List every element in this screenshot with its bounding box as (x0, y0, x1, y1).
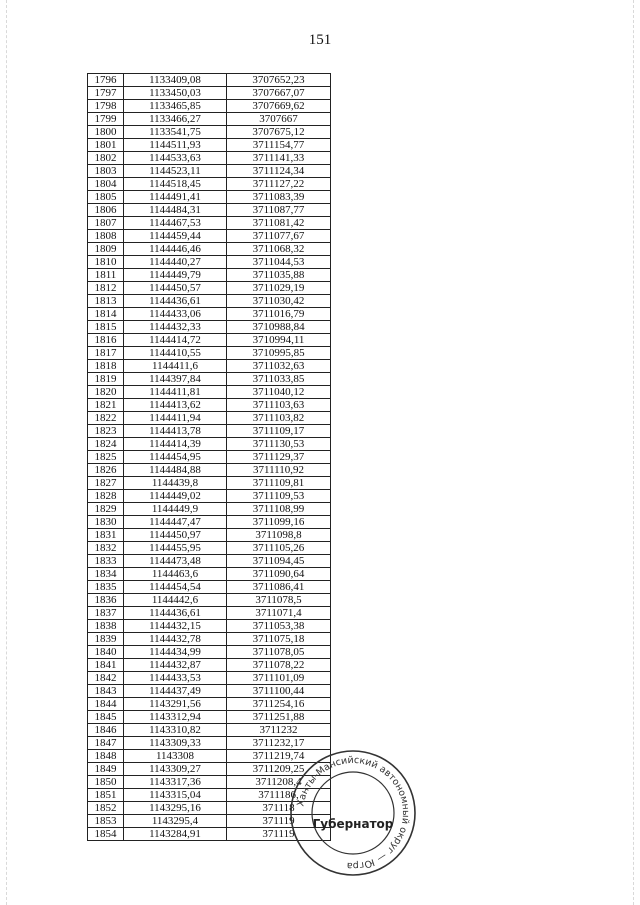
table-row (88, 685, 331, 698)
y-coordinate-cell: 3710988,84 (227, 321, 331, 334)
point-number-cell: 1823 (88, 425, 124, 438)
table-row (88, 555, 331, 568)
table-row (88, 516, 331, 529)
x-coordinate-cell: 1144414,39 (124, 438, 227, 451)
point-number-cell: 1853 (88, 815, 124, 828)
point-number-cell: 1830 (88, 516, 124, 529)
table-row (88, 568, 331, 581)
point-number-cell: 1825 (88, 451, 124, 464)
table-row (88, 620, 331, 633)
table-row (88, 711, 331, 724)
point-number-cell: 1846 (88, 724, 124, 737)
x-coordinate-cell: 1143315,04 (124, 789, 227, 802)
y-coordinate-cell: 3711035,88 (227, 269, 331, 282)
x-coordinate-cell: 1133541,75 (124, 126, 227, 139)
point-number-cell: 1804 (88, 178, 124, 191)
y-coordinate-cell: 3710995,85 (227, 347, 331, 360)
point-number-cell: 1833 (88, 555, 124, 568)
x-coordinate-cell: 1144410,55 (124, 347, 227, 360)
y-coordinate-cell: 3711030,42 (227, 295, 331, 308)
point-number-cell: 1822 (88, 412, 124, 425)
table-row (88, 243, 331, 256)
y-coordinate-cell: 3711209,25 (227, 763, 331, 776)
x-coordinate-cell: 1144449,02 (124, 490, 227, 503)
seal-inner-ring (312, 772, 394, 854)
point-number-cell: 1805 (88, 191, 124, 204)
x-coordinate-cell: 1144446,46 (124, 243, 227, 256)
point-number-cell: 1841 (88, 659, 124, 672)
table-row (88, 308, 331, 321)
page-edge-right (633, 0, 634, 905)
y-coordinate-cell: 3711016,79 (227, 308, 331, 321)
y-coordinate-cell: 3711078,22 (227, 659, 331, 672)
point-number-cell: 1826 (88, 464, 124, 477)
x-coordinate-cell: 1144432,15 (124, 620, 227, 633)
table-row (88, 529, 331, 542)
x-coordinate-cell: 1144432,78 (124, 633, 227, 646)
x-coordinate-cell: 1144454,54 (124, 581, 227, 594)
x-coordinate-cell: 1143309,33 (124, 737, 227, 750)
point-number-cell: 1844 (88, 698, 124, 711)
table-row (88, 646, 331, 659)
x-coordinate-cell: 1144533,63 (124, 152, 227, 165)
x-coordinate-cell: 1144432,33 (124, 321, 227, 334)
point-number-cell: 1818 (88, 360, 124, 373)
table-row (88, 126, 331, 139)
point-number-cell: 1836 (88, 594, 124, 607)
x-coordinate-cell: 1144439,8 (124, 477, 227, 490)
seal-ring-text: Ханты-Мансийский автономный округ — Югра (295, 754, 412, 872)
point-number-cell: 1849 (88, 763, 124, 776)
table-row (88, 295, 331, 308)
table-row (88, 256, 331, 269)
table-row (88, 581, 331, 594)
seal-outer-ring (291, 751, 415, 875)
x-coordinate-cell: 1144411,81 (124, 386, 227, 399)
x-coordinate-cell: 1144433,06 (124, 308, 227, 321)
y-coordinate-cell: 3707675,12 (227, 126, 331, 139)
x-coordinate-cell: 1144434,99 (124, 646, 227, 659)
x-coordinate-cell: 1144414,72 (124, 334, 227, 347)
y-coordinate-cell: 3711075,18 (227, 633, 331, 646)
point-number-cell: 1843 (88, 685, 124, 698)
y-coordinate-cell: 3711108,99 (227, 503, 331, 516)
point-number-cell: 1828 (88, 490, 124, 503)
x-coordinate-cell: 1143291,56 (124, 698, 227, 711)
y-coordinate-cell: 3707667,07 (227, 87, 331, 100)
x-coordinate-cell: 1144413,62 (124, 399, 227, 412)
x-coordinate-cell: 1144484,88 (124, 464, 227, 477)
table-row (88, 139, 331, 152)
page-number: 151 (308, 32, 332, 48)
x-coordinate-cell: 1133465,85 (124, 100, 227, 113)
x-coordinate-cell: 1143309,27 (124, 763, 227, 776)
x-coordinate-cell: 1144467,53 (124, 217, 227, 230)
point-number-cell: 1796 (88, 74, 124, 87)
x-coordinate-cell: 1133466,27 (124, 113, 227, 126)
point-number-cell: 1840 (88, 646, 124, 659)
table-row (88, 698, 331, 711)
y-coordinate-cell: 3711109,81 (227, 477, 331, 490)
seal-center-text: Губернатор (312, 817, 394, 831)
x-coordinate-cell: 1144447,47 (124, 516, 227, 529)
y-coordinate-cell: 371119 (227, 815, 331, 828)
table-row (88, 165, 331, 178)
page-edge-left (6, 0, 7, 905)
x-coordinate-cell: 1144432,87 (124, 659, 227, 672)
y-coordinate-cell: 3711109,53 (227, 490, 331, 503)
x-coordinate-cell: 1144450,97 (124, 529, 227, 542)
point-number-cell: 1838 (88, 620, 124, 633)
seal-graphic (288, 748, 418, 878)
y-coordinate-cell: 3711254,16 (227, 698, 331, 711)
point-number-cell: 1839 (88, 633, 124, 646)
y-coordinate-cell: 3711129,37 (227, 451, 331, 464)
y-coordinate-cell: 3711098,8 (227, 529, 331, 542)
table-row (88, 87, 331, 100)
x-coordinate-cell: 1144440,27 (124, 256, 227, 269)
point-number-cell: 1812 (88, 282, 124, 295)
table-row (88, 152, 331, 165)
table-row (88, 724, 331, 737)
y-coordinate-cell: 3711251,88 (227, 711, 331, 724)
x-coordinate-cell: 1144436,61 (124, 607, 227, 620)
point-number-cell: 1837 (88, 607, 124, 620)
coordinates-table-body (88, 74, 331, 841)
table-row (88, 230, 331, 243)
y-coordinate-cell: 3711044,53 (227, 256, 331, 269)
x-coordinate-cell: 1143295,4 (124, 815, 227, 828)
x-coordinate-cell: 1144518,45 (124, 178, 227, 191)
point-number-cell: 1819 (88, 373, 124, 386)
table-row (88, 347, 331, 360)
table-row (88, 464, 331, 477)
table-row (88, 321, 331, 334)
official-seal-stamp (288, 748, 418, 878)
table-row (88, 113, 331, 126)
y-coordinate-cell: 3711103,63 (227, 399, 331, 412)
y-coordinate-cell: 371118 (227, 802, 331, 815)
y-coordinate-cell: 3711090,64 (227, 568, 331, 581)
coordinates-table (87, 73, 331, 841)
x-coordinate-cell: 1144523,11 (124, 165, 227, 178)
point-number-cell: 1798 (88, 100, 124, 113)
table-row (88, 425, 331, 438)
y-coordinate-cell: 3711232 (227, 724, 331, 737)
y-coordinate-cell: 3711124,34 (227, 165, 331, 178)
y-coordinate-cell: 3711105,26 (227, 542, 331, 555)
y-coordinate-cell: 3711094,45 (227, 555, 331, 568)
table-row (88, 659, 331, 672)
x-coordinate-cell: 1133409,08 (124, 74, 227, 87)
point-number-cell: 1799 (88, 113, 124, 126)
y-coordinate-cell: 3710994,11 (227, 334, 331, 347)
y-coordinate-cell: 3711053,38 (227, 620, 331, 633)
table-row (88, 269, 331, 282)
y-coordinate-cell: 3711127,22 (227, 178, 331, 191)
y-coordinate-cell: 3711219,74 (227, 750, 331, 763)
point-number-cell: 1845 (88, 711, 124, 724)
point-number-cell: 1834 (88, 568, 124, 581)
x-coordinate-cell: 1144454,95 (124, 451, 227, 464)
table-row (88, 477, 331, 490)
table-row (88, 204, 331, 217)
x-coordinate-cell: 1143317,36 (124, 776, 227, 789)
y-coordinate-cell: 3711099,16 (227, 516, 331, 529)
y-coordinate-cell: 3711029,19 (227, 282, 331, 295)
table-row (88, 633, 331, 646)
y-coordinate-cell: 3711154,77 (227, 139, 331, 152)
x-coordinate-cell: 1143310,82 (124, 724, 227, 737)
table-row (88, 282, 331, 295)
point-number-cell: 1854 (88, 828, 124, 841)
table-row (88, 490, 331, 503)
x-coordinate-cell: 1144473,48 (124, 555, 227, 568)
x-coordinate-cell: 1144450,57 (124, 282, 227, 295)
point-number-cell: 1832 (88, 542, 124, 555)
point-number-cell: 1809 (88, 243, 124, 256)
table-row (88, 360, 331, 373)
table-row (88, 373, 331, 386)
y-coordinate-cell: 3711130,53 (227, 438, 331, 451)
point-number-cell: 1820 (88, 386, 124, 399)
table-row (88, 74, 331, 87)
y-coordinate-cell: 3711033,85 (227, 373, 331, 386)
point-number-cell: 1807 (88, 217, 124, 230)
point-number-cell: 1797 (88, 87, 124, 100)
x-coordinate-cell: 1144449,79 (124, 269, 227, 282)
y-coordinate-cell: 3711032,63 (227, 360, 331, 373)
point-number-cell: 1802 (88, 152, 124, 165)
x-coordinate-cell: 1143284,91 (124, 828, 227, 841)
y-coordinate-cell: 3711208,4 (227, 776, 331, 789)
y-coordinate-cell: 3711101,09 (227, 672, 331, 685)
y-coordinate-cell: 3711081,42 (227, 217, 331, 230)
table-row (88, 412, 331, 425)
x-coordinate-cell: 1143295,16 (124, 802, 227, 815)
y-coordinate-cell: 3707667 (227, 113, 331, 126)
y-coordinate-cell: 3707652,23 (227, 74, 331, 87)
point-number-cell: 1803 (88, 165, 124, 178)
point-number-cell: 1801 (88, 139, 124, 152)
x-coordinate-cell: 1144455,95 (124, 542, 227, 555)
y-coordinate-cell: 3711068,32 (227, 243, 331, 256)
table-row (88, 100, 331, 113)
x-coordinate-cell: 1144437,49 (124, 685, 227, 698)
table-row (88, 191, 331, 204)
x-coordinate-cell: 1143308 (124, 750, 227, 763)
point-number-cell: 1852 (88, 802, 124, 815)
point-number-cell: 1806 (88, 204, 124, 217)
point-number-cell: 1831 (88, 529, 124, 542)
x-coordinate-cell: 1144442,6 (124, 594, 227, 607)
y-coordinate-cell: 3711103,82 (227, 412, 331, 425)
x-coordinate-cell: 1144411,94 (124, 412, 227, 425)
point-number-cell: 1816 (88, 334, 124, 347)
table-row (88, 451, 331, 464)
x-coordinate-cell: 1144511,93 (124, 139, 227, 152)
point-number-cell: 1827 (88, 477, 124, 490)
y-coordinate-cell: 3711078,5 (227, 594, 331, 607)
table-row (88, 672, 331, 685)
point-number-cell: 1811 (88, 269, 124, 282)
x-coordinate-cell: 1144491,41 (124, 191, 227, 204)
y-coordinate-cell: 3711077,67 (227, 230, 331, 243)
point-number-cell: 1851 (88, 789, 124, 802)
point-number-cell: 1848 (88, 750, 124, 763)
x-coordinate-cell: 1144397,84 (124, 373, 227, 386)
table-row (88, 594, 331, 607)
x-coordinate-cell: 1144411,6 (124, 360, 227, 373)
x-coordinate-cell: 1144413,78 (124, 425, 227, 438)
point-number-cell: 1800 (88, 126, 124, 139)
y-coordinate-cell: 3711040,12 (227, 386, 331, 399)
table-row (88, 399, 331, 412)
y-coordinate-cell: 3707669,62 (227, 100, 331, 113)
y-coordinate-cell: 371119 (227, 828, 331, 841)
table-row (88, 542, 331, 555)
y-coordinate-cell: 3711186, (227, 789, 331, 802)
point-number-cell: 1817 (88, 347, 124, 360)
x-coordinate-cell: 1144433,53 (124, 672, 227, 685)
point-number-cell: 1842 (88, 672, 124, 685)
table-row (88, 178, 331, 191)
point-number-cell: 1850 (88, 776, 124, 789)
y-coordinate-cell: 3711087,77 (227, 204, 331, 217)
point-number-cell: 1821 (88, 399, 124, 412)
point-number-cell: 1808 (88, 230, 124, 243)
y-coordinate-cell: 3711071,4 (227, 607, 331, 620)
point-number-cell: 1824 (88, 438, 124, 451)
y-coordinate-cell: 3711100,44 (227, 685, 331, 698)
point-number-cell: 1814 (88, 308, 124, 321)
table-row (88, 438, 331, 451)
y-coordinate-cell: 3711086,41 (227, 581, 331, 594)
x-coordinate-cell: 1144463,6 (124, 568, 227, 581)
point-number-cell: 1810 (88, 256, 124, 269)
x-coordinate-cell: 1144449,9 (124, 503, 227, 516)
table-row (88, 503, 331, 516)
x-coordinate-cell: 1143312,94 (124, 711, 227, 724)
table-row (88, 334, 331, 347)
point-number-cell: 1829 (88, 503, 124, 516)
table-row (88, 217, 331, 230)
y-coordinate-cell: 3711232,17 (227, 737, 331, 750)
table-row (88, 386, 331, 399)
y-coordinate-cell: 3711109,17 (227, 425, 331, 438)
x-coordinate-cell: 1144436,61 (124, 295, 227, 308)
point-number-cell: 1813 (88, 295, 124, 308)
y-coordinate-cell: 3711083,39 (227, 191, 331, 204)
y-coordinate-cell: 3711141,33 (227, 152, 331, 165)
point-number-cell: 1815 (88, 321, 124, 334)
table-row (88, 607, 331, 620)
x-coordinate-cell: 1133450,03 (124, 87, 227, 100)
x-coordinate-cell: 1144484,31 (124, 204, 227, 217)
y-coordinate-cell: 3711078,05 (227, 646, 331, 659)
y-coordinate-cell: 3711110,92 (227, 464, 331, 477)
point-number-cell: 1835 (88, 581, 124, 594)
x-coordinate-cell: 1144459,44 (124, 230, 227, 243)
point-number-cell: 1847 (88, 737, 124, 750)
